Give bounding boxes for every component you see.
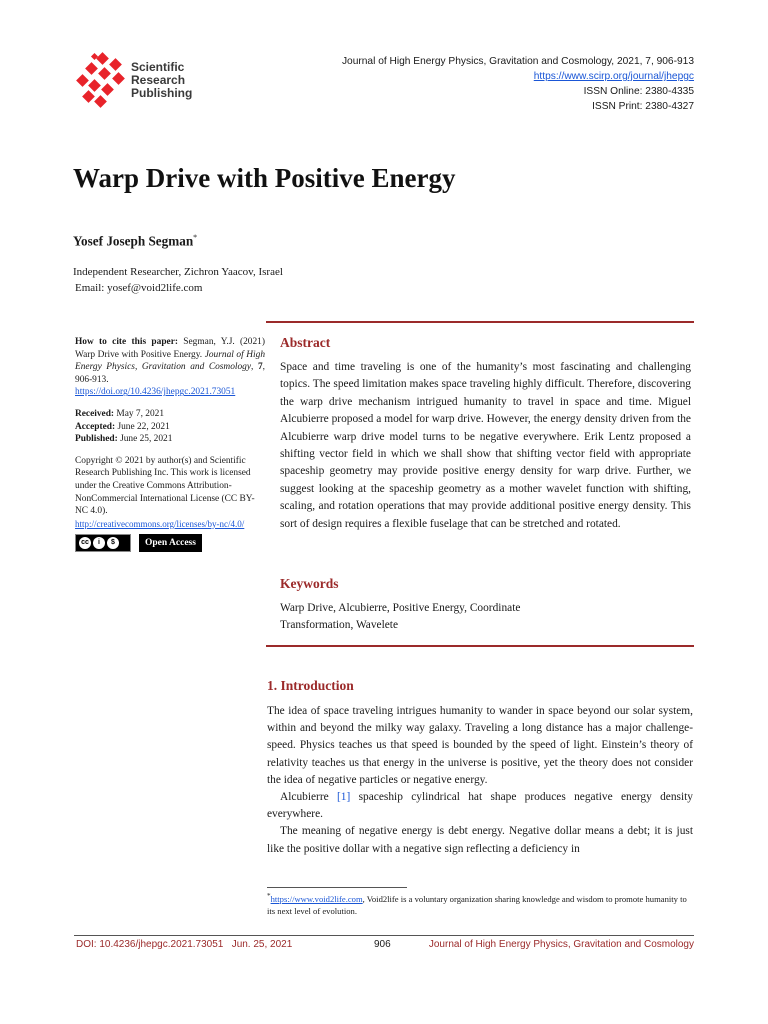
author-name-text: Yosef Joseph Segman bbox=[73, 233, 194, 249]
footnote bbox=[267, 890, 695, 918]
cite-label: How to cite this paper: bbox=[75, 337, 178, 347]
open-access-badge: Open Access bbox=[139, 534, 202, 552]
received-label: Received: bbox=[75, 408, 115, 419]
copyright-block bbox=[75, 455, 265, 553]
published-label: Published: bbox=[75, 434, 118, 445]
journal-header bbox=[342, 54, 694, 114]
paragraph: The idea of space traveling intrigues humanity to wander in space beyond our solar system, within and beyond the milky way galaxy. Traveling a long distance has a major challenge-speed. Physics teaches us that speed is bounded by the speed of light. Einstein’s theory of relativity teaches us that energy in the universe is positive, yet the theory does not consider the idea of negative particles or negative energy. bbox=[267, 705, 693, 786]
journal-url-link[interactable]: https://www.scirp.org/journal/jhepgc bbox=[533, 71, 694, 82]
nc-icon: $ bbox=[107, 537, 119, 549]
copyright-text: Copyright © 2021 by author(s) and Scientific Research Publishing Inc. This work is licensed under the Creative Commons Attribution-NonCommercial International License (CC BY-NC 4.0). bbox=[75, 455, 255, 517]
page-number: 906 bbox=[374, 939, 391, 950]
abstract-heading: Abstract bbox=[280, 335, 331, 350]
footer-rule bbox=[74, 935, 694, 936]
publisher-name-line: Publishing bbox=[131, 86, 193, 100]
footer-journal-name: Journal of High Energy Physics, Gravitation and Cosmology bbox=[428, 939, 694, 950]
received-value: May 7, 2021 bbox=[116, 408, 165, 419]
cite-doi-link[interactable]: https://doi.org/10.4236/jhepgc.2021.73051 bbox=[75, 387, 236, 398]
publisher-name-line: Scientific bbox=[131, 60, 185, 74]
affiliation-block bbox=[73, 264, 283, 296]
abstract-top-rule bbox=[266, 321, 694, 323]
publisher-name bbox=[131, 61, 192, 100]
paragraph-text: Alcubierre bbox=[280, 791, 338, 804]
keywords-heading: Keywords bbox=[280, 576, 339, 591]
reference-link[interactable]: [1] bbox=[337, 791, 351, 804]
license-badges bbox=[75, 534, 265, 552]
received-date bbox=[75, 408, 265, 421]
cite-pages: , 906-913. bbox=[75, 362, 265, 385]
cc-icon: cc bbox=[79, 537, 91, 549]
published-date bbox=[75, 433, 265, 446]
abstract-text: Space and time traveling is one of the humanity’s most fascinating and challenging topics. The speed limitation makes space traveling highly difficult. Therefore, discovering the warp drive mechanism intrigued humanity to travel in space and time. Miguel Alcubierre proposed a model for warp drive. However, the energy density driven from the Alcubierre warp drive model turns to be negative everywhere. Erik Lentz proposed a shifting vector field in which we shall show that shifting vector field with appropriate spaceship geometry may provide positive energy density for warp drive. Further, we suggest looking at the spaceship geometry as a mother wavelet function with shifting, scaling, and rotation operations that may provide additional positive energy density. This sort of design requires a flexible fuselage that can be stretched and rotated. bbox=[280, 361, 691, 530]
author-email[interactable]: Email: yosef@void2life.com bbox=[75, 282, 203, 294]
footnote-text: , Void2life is a voluntary organization sharing knowledge and wisdom to promote humanity to its next level of evolution. bbox=[267, 893, 687, 917]
keywords-text bbox=[280, 600, 680, 634]
footer-doi-text: DOI: 10.4236/jhepgc.2021.73051 bbox=[76, 939, 224, 950]
footnote-url-link[interactable]: https://www.void2life.com bbox=[270, 893, 363, 904]
cite-journal: Journal of High Energy Physics, Gravitation and Cosmology bbox=[75, 349, 266, 373]
footer-date: Jun. 25, 2021 bbox=[231, 939, 293, 950]
dates-block bbox=[75, 408, 265, 446]
paragraph: The meaning of negative energy is debt energy. Negative dollar means a debt; it is just like the positive dollar with a negative sign reflecting a deficiency in bbox=[267, 825, 693, 855]
footer-doi bbox=[76, 939, 292, 950]
journal-citation: Journal of High Energy Physics, Gravitation and Cosmology, 2021, 7, 906-913 bbox=[341, 56, 694, 67]
by-icon: i bbox=[93, 537, 105, 549]
license-link[interactable]: http://creativecommons.org/licenses/by-nc/4.0/ bbox=[75, 518, 245, 529]
introduction-body bbox=[267, 703, 693, 858]
citation-block: How to cite this paper: Segman, Y.J. (2021) Warp Drive with Positive Energy. Journal of High Energy Physics, Gravitation and Cosmology, 7, 906-913. https://doi.org/10.4236/jhepgc.2021.73051 bbox=[75, 337, 266, 398]
introduction-heading: 1. Introduction bbox=[267, 678, 354, 693]
accepted-date bbox=[75, 421, 265, 434]
keywords-line: Transformation, Wavelete bbox=[280, 619, 399, 631]
footnote-rule bbox=[267, 887, 407, 888]
affiliation: Independent Researcher, Zichron Yaacov, Israel bbox=[73, 266, 283, 278]
cite-volume: 7 bbox=[257, 362, 263, 373]
sidebar bbox=[75, 336, 265, 552]
cite-text: Segman, Y.J. (2021) Warp Drive with Positive Energy. bbox=[75, 337, 265, 360]
accepted-value: June 22, 2021 bbox=[117, 421, 170, 432]
accepted-label: Accepted: bbox=[75, 421, 116, 432]
publisher-logo bbox=[76, 52, 206, 114]
issn-print: ISSN Print: 2380-4327 bbox=[592, 101, 694, 112]
paragraph-text: spaceship cylindrical hat shape produces negative energy density everywhere. bbox=[267, 791, 693, 821]
published-value: June 25, 2021 bbox=[120, 434, 173, 445]
paper-title: Warp Drive with Positive Energy bbox=[73, 163, 456, 193]
author-footnote-mark: * bbox=[193, 233, 198, 242]
publisher-logo-icon bbox=[76, 52, 132, 114]
publisher-name-line: Research bbox=[131, 73, 186, 87]
keywords-bottom-rule bbox=[266, 645, 694, 647]
issn-online: ISSN Online: 2380-4335 bbox=[583, 86, 694, 97]
paragraph bbox=[267, 789, 693, 823]
footnote-mark: * bbox=[267, 892, 271, 900]
cc-by-nc-badge[interactable] bbox=[75, 534, 131, 552]
author-name bbox=[73, 233, 197, 249]
keywords-line: Warp Drive, Alcubierre, Positive Energy, Coordinate bbox=[280, 602, 521, 614]
